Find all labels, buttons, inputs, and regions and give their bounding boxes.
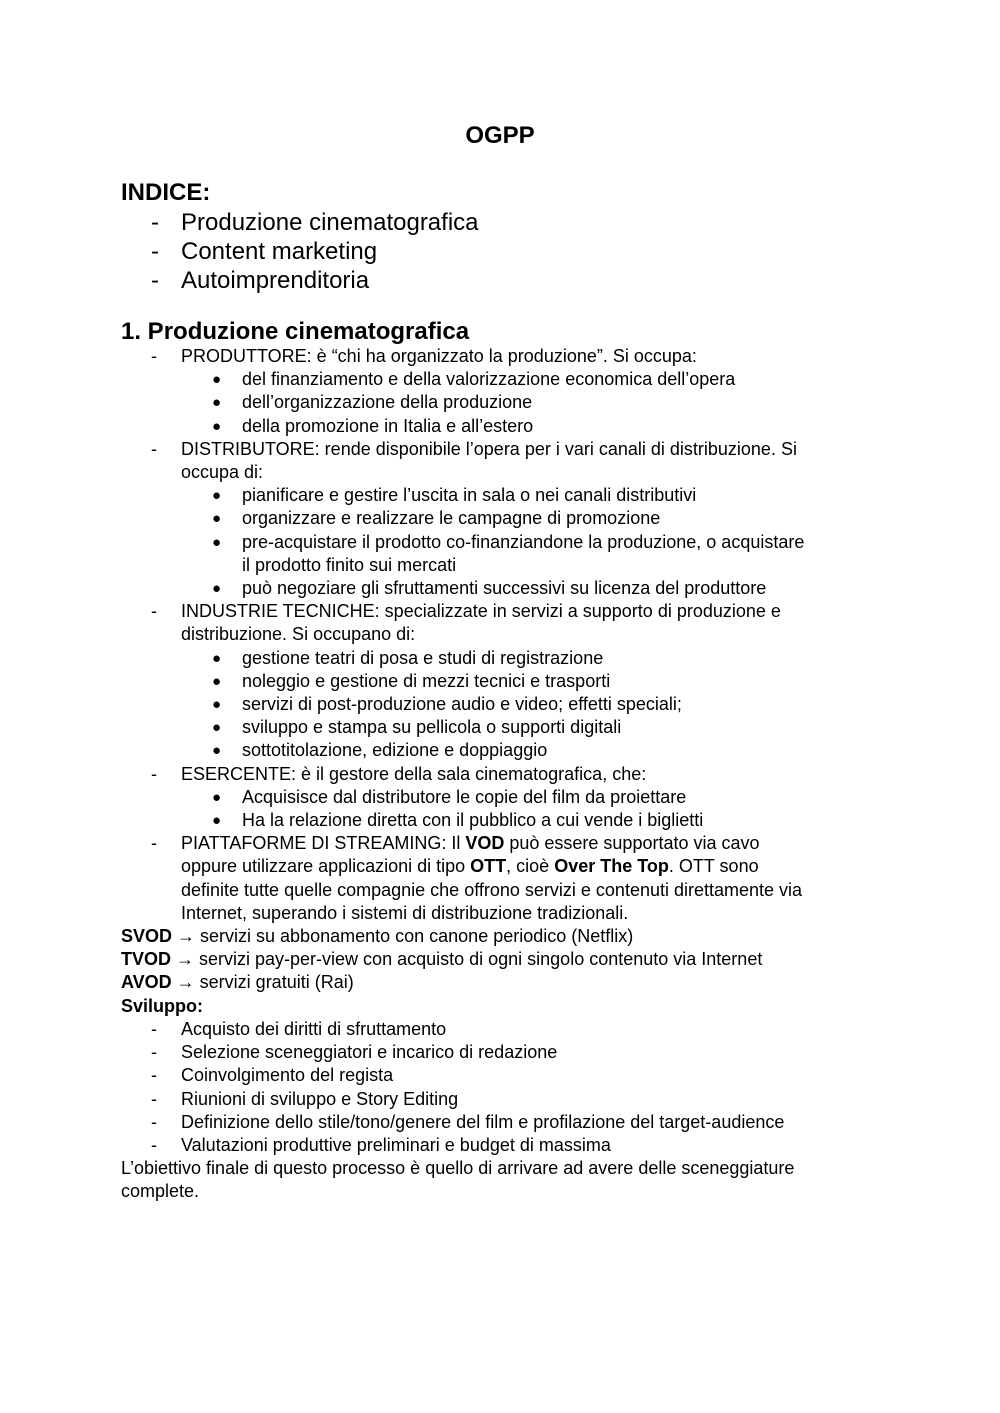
index-list <box>121 208 479 295</box>
esercente-bullets <box>121 786 891 832</box>
section-body <box>121 345 891 1204</box>
dash-marker: - <box>151 238 159 265</box>
section-heading: 1. Produzione cinematografica <box>121 318 470 345</box>
distributore-item: - DISTRIBUTORE: rende disponibile l’opera per i vari canali di distribuzione. Si occupa di: <box>151 438 797 483</box>
distributore-bullets <box>121 484 891 600</box>
index-item: - Content marketing <box>151 238 378 265</box>
bullet-dot: ● <box>212 719 222 737</box>
piattaforme-item <box>121 832 891 925</box>
bullet-dot: ● <box>212 417 222 435</box>
dash-marker: - <box>151 1042 157 1063</box>
produttore-item: - PRODUTTORE: è “chi ha organizzato la produzione”. Si occupa: <box>121 345 891 368</box>
bullet-item: ● della promozione in Italia e all’estero <box>121 415 891 438</box>
bullet-item: ● servizi di post-produzione audio e video; effetti speciali; <box>121 693 891 716</box>
bullet-item: ● del finanziamento e della valorizzazione economica dell’opera <box>121 368 891 391</box>
bullet-dot: ● <box>212 742 222 760</box>
model-avod: AVOD → servizi gratuiti (Rai) <box>121 972 354 993</box>
bullet-dot: ● <box>212 788 222 806</box>
produttore-bullets <box>121 368 891 438</box>
dash-marker: - <box>151 1065 157 1086</box>
sviluppo-item: - Definizione dello stile/tono/genere del film e profilazione del target-audience <box>121 1111 891 1134</box>
dash-marker: - <box>151 346 157 366</box>
dash-marker: - <box>151 438 157 459</box>
sviluppo-heading: Sviluppo: <box>121 995 203 1016</box>
bullet-item: ● gestione teatri di posa e studi di registrazione <box>121 647 891 670</box>
industrie-item: - INDUSTRIE TECNICHE: specializzate in servizi a supporto di produzione e distribuzione. Si occupano di: <box>151 601 781 645</box>
dash-marker: - <box>151 1134 157 1155</box>
bullet-dot: ● <box>212 394 222 412</box>
piattaforme-line: Internet, superando i sistemi di distribuzione tradizionali. <box>181 902 629 923</box>
bullet-item: ● può negoziare gli sfruttamenti successivi su licenza del produttore <box>121 577 891 600</box>
piattaforme-line: PIATTAFORME DI STREAMING: Il VOD può essere supportato via cavo <box>181 833 760 854</box>
bullet-item: ● noleggio e gestione di mezzi tecnici e trasporti <box>121 670 891 693</box>
esercente-item: - ESERCENTE: è il gestore della sala cinematografica, che: <box>121 763 891 786</box>
bullet-item: ● pre-acquistare il prodotto co-finanziandone la produzione, o acquistare il prodotto finito sui mercati <box>212 531 805 575</box>
sviluppo-item: - Riunioni di sviluppo e Story Editing <box>121 1088 891 1111</box>
industrie-bullets <box>121 647 891 763</box>
dash-marker: - <box>151 763 157 784</box>
bullet-item: ● Acquisisce dal distributore le copie del film da proiettare <box>121 786 891 809</box>
bullet-item: ● sviluppo e stampa su pellicola o supporti digitali <box>121 716 891 739</box>
dash-marker: - <box>151 1111 157 1132</box>
bullet-item: ● Ha la relazione diretta con il pubblico a cui vende i biglietti <box>121 809 891 832</box>
bullet-dot: ● <box>212 649 222 667</box>
index-heading: INDICE: <box>121 179 211 206</box>
bullet-dot: ● <box>212 696 222 714</box>
model-tvod: TVOD → servizi pay-per-view con acquisto di ogni singolo contenuto via Internet <box>121 949 763 970</box>
sviluppo-item: - Selezione sceneggiatori e incarico di redazione <box>121 1041 891 1064</box>
bullet-dot: ● <box>212 510 222 528</box>
index-item: - Produzione cinematografica <box>151 209 479 236</box>
bullet-dot: ● <box>212 580 222 598</box>
bullet-item: ● dell’organizzazione della produzione <box>121 391 891 414</box>
dash-marker: - <box>151 1088 157 1109</box>
piattaforme-line: definite tutte quelle compagnie che offrono servizi e contenuti direttamente via <box>181 879 803 900</box>
model-svod: SVOD → servizi su abbonamento con canone periodico (Netflix) <box>121 926 634 947</box>
bullet-dot: ● <box>212 812 222 830</box>
sviluppo-item: - Valutazioni produttive preliminari e budget di massima <box>121 1134 891 1157</box>
bullet-item: ● pianificare e gestire l’uscita in sala o nei canali distributivi <box>121 484 891 507</box>
bullet-dot: ● <box>212 371 222 389</box>
bullet-item: ● organizzare e realizzare le campagne di promozione <box>121 507 891 530</box>
bullet-dot: ● <box>212 487 222 505</box>
piattaforme-line: oppure utilizzare applicazioni di tipo OTT, cioè Over The Top. OTT sono <box>181 856 759 877</box>
bullet-item: ● sottotitolazione, edizione e doppiaggio <box>121 739 891 762</box>
index-item: - Autoimprenditoria <box>151 267 370 294</box>
dash-marker: - <box>151 267 159 294</box>
sviluppo-item: - Coinvolgimento del regista <box>121 1064 891 1087</box>
dash-marker: - <box>151 601 157 622</box>
conclusion-paragraph: L’obiettivo finale di questo processo è quello di arrivare ad avere delle sceneggiature complete. <box>121 1158 795 1202</box>
dash-marker: - <box>151 833 157 854</box>
dash-marker: - <box>151 209 159 236</box>
sviluppo-item: - Acquisto dei diritti di sfruttamento <box>121 1018 891 1041</box>
bullet-dot: ● <box>212 672 222 690</box>
bullet-dot: ● <box>212 533 222 551</box>
dash-marker: - <box>151 1018 157 1039</box>
document-title: OGPP <box>465 122 535 149</box>
